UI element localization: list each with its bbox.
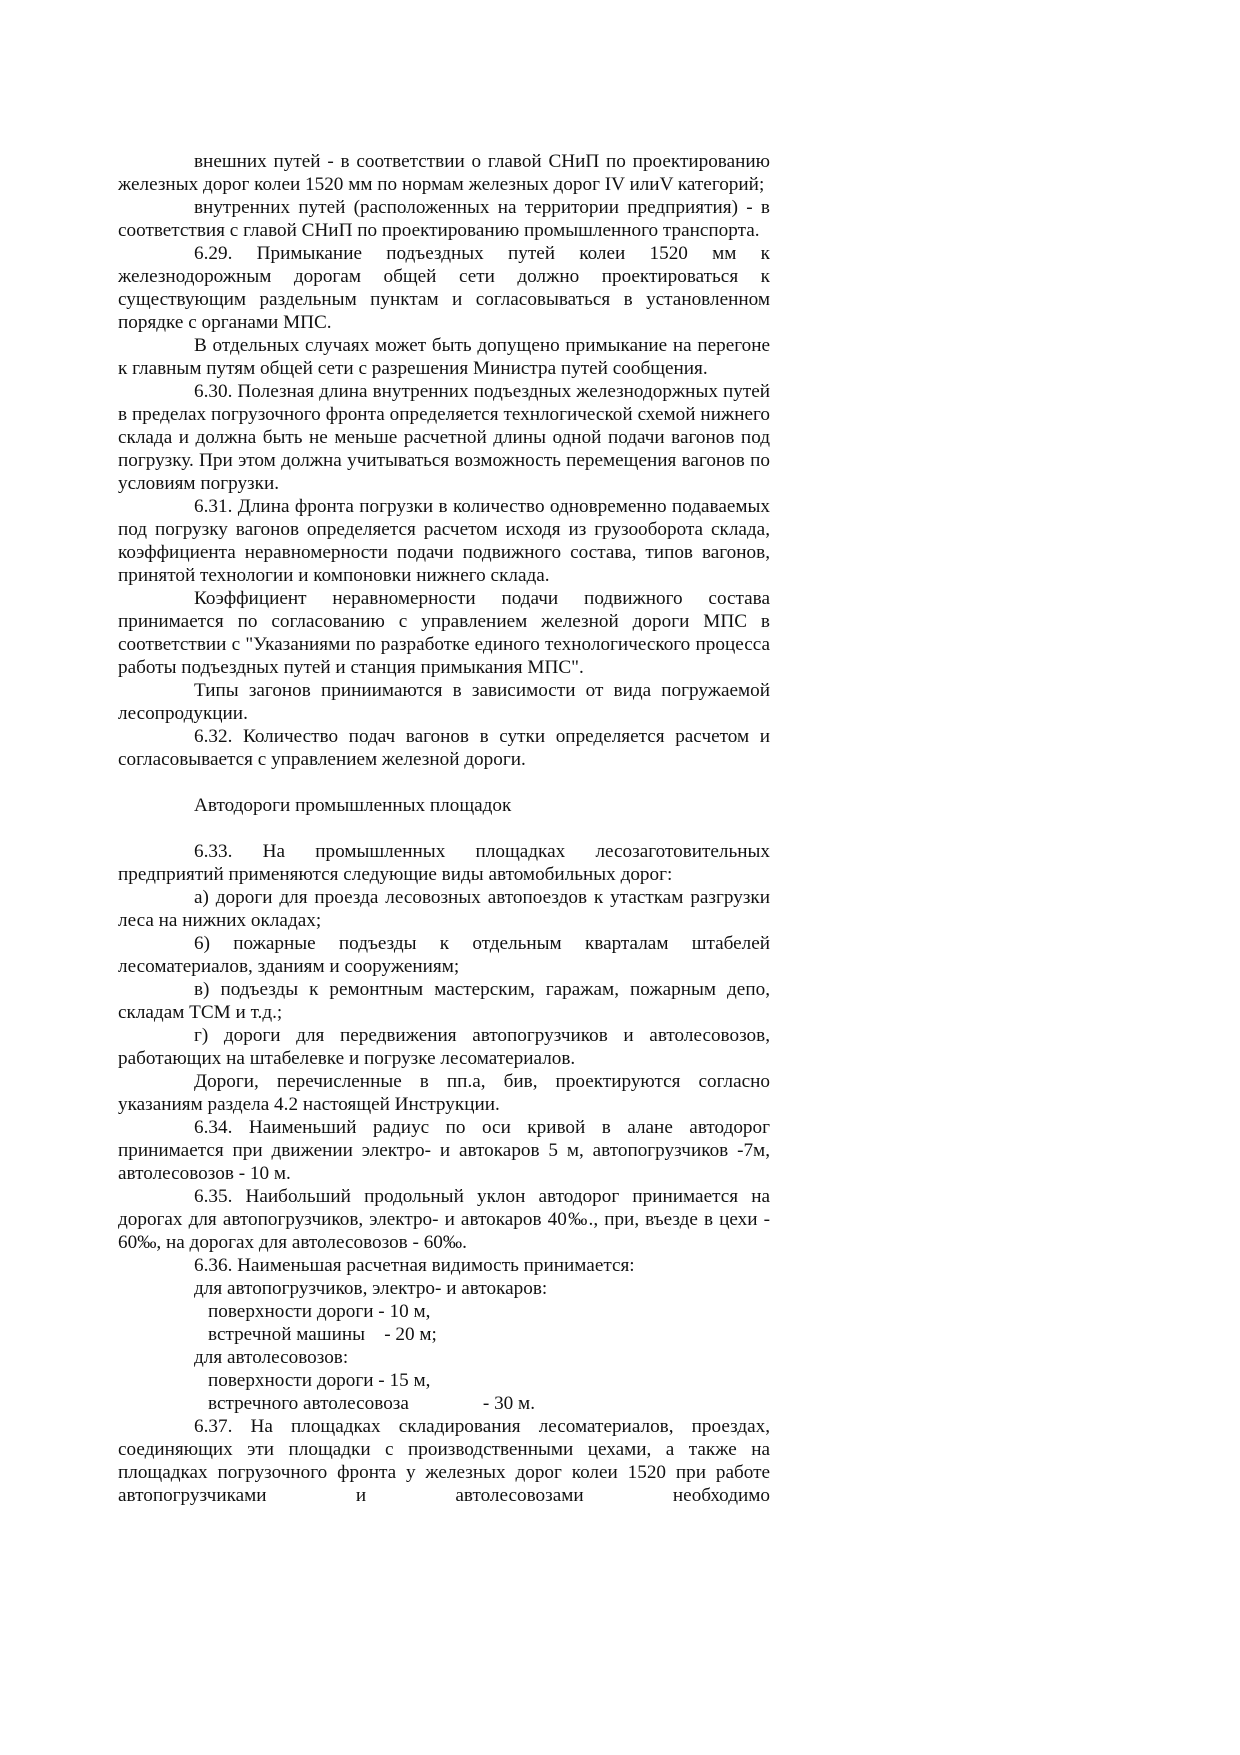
visibility-group2-line2-label: встречного автолесовоза bbox=[208, 1393, 409, 1414]
paragraph-6-30: 6.30. Полезная длина внутренних подъездных железнодоржных путей в пределах погрузочного фронта определяется технлогической схемой нижнего склада и должна быть не меньше расчетной длины одной подачи вагонов под погрузку. При этом должна учитываться возможность перемещения вагонов по условиям погрузки. bbox=[118, 381, 770, 494]
visibility-group2-line2 bbox=[118, 1392, 770, 1415]
paragraph-6-33: 6.33. На промышленных площадках лесозаготовительных предприятий применяются следующие виды автомобильных дорог: bbox=[118, 841, 770, 885]
paragraph-6-35: 6.35. Наибольший продольный уклон автодорог принимается на дорогах для автопогрузчиков, электро- и автокаров 40‰., при, въезде в цехи - 60‰, на дорогах для автолесовозов - 60‰. bbox=[118, 1186, 770, 1253]
visibility-group2-line2-value: - 30 м. bbox=[482, 1393, 536, 1414]
paragraph-6-37: 6.37. На площадках складирования лесоматериалов, проездах, соединяющих эти площадки с производственными цехами, а также на площадках погрузочного фронта у железных дорог колеи 1520 при работе автопогрузчиками и автолесовозами необходимо bbox=[118, 1416, 770, 1506]
list-item-b: 6) пожарные подъезды к отдельным кварталам штабелей лесоматериалов, зданиям и сооружениям; bbox=[118, 933, 770, 977]
paragraph-6-29: 6.29. Примыкание подъездных путей колеи 1520 мм к железнодорожным дорогам общей сети должно проектироваться к существующим раздельным пунктам и согласовываться в установленном порядке с органами МПС. bbox=[118, 243, 770, 333]
paragraph-6-34: 6.34. Наименьший радиус по оси кривой в алане автодорог принимается при движении электро- и автокаров 5 м, автопогрузчиков -7м, автолесовозов - 10 м. bbox=[118, 1117, 770, 1184]
list-item-a: а) дороги для проезда лесовозных автопоездов к утасткам разгрузки леса на нижних окладах; bbox=[118, 887, 770, 931]
list-item-v: в) подъезды к ремонтным мастерским, гаражам, пожарным депо, складам ТСМ и т.д.; bbox=[118, 979, 770, 1023]
document-page bbox=[118, 150, 770, 1507]
paragraph-internal-tracks: внутренних путей (расположенных на территории предприятия) - в соответствия с главой СНиП по проектированию промышленного транспорта. bbox=[118, 197, 770, 241]
visibility-group1-line1: поверхности дороги - 10 м, bbox=[208, 1301, 431, 1322]
paragraph-roads-listed: Дороги, перечисленные в пп.а, бив, проектируются согласно указаниям раздела 4.2 настоящей Инструкции. bbox=[118, 1071, 770, 1115]
paragraph-6-31: 6.31. Длина фронта погрузки в количество одновременно подаваемых под погрузку вагонов определяется расчетом исходя из грузооборота склада, коэффициента неравномерности подачи подвижного состава, типов вагонов, принятой технологии и компоновки нижнего склада. bbox=[118, 496, 770, 586]
visibility-group1-label: для автопогрузчиков, электро- и автокаров: bbox=[194, 1278, 548, 1299]
paragraph-wagon-types: Типы загонов приниимаются в зависимости от вида погружаемой лесопродукции. bbox=[118, 680, 770, 724]
visibility-group2-line1: поверхности дороги - 15 м, bbox=[208, 1370, 431, 1391]
paragraph-special-cases: В отдельных случаях может быть допущено примыкание на перегоне к главным путям общей сети с разрешения Министра путей сообщения. bbox=[118, 335, 770, 379]
visibility-title: 6.36. Наименьшая расчетная видимость принимается: bbox=[194, 1255, 635, 1276]
list-item-g: г) дороги для передвижения автопогрузчиков и автолесовозов, работающих на штабелевке и погрузке лесоматериалов. bbox=[118, 1025, 770, 1069]
section-heading: Автодороги промышленных площадок bbox=[194, 795, 512, 816]
paragraph-coefficient: Коэффициент неравномерности подачи подвижного состава принимается по согласованию с управлением железной дороги МПС в соответствии с "Указаниями по разработке единого технологического процесса работы подъездных путей и станция примыкания МПС". bbox=[118, 588, 770, 678]
paragraph-external-tracks: внешних путей - в соответствии о главой СНиП по проектированию железных дорог колеи 1520 мм по нормам железных дорог IV илиV категорий; bbox=[118, 151, 770, 195]
paragraph-6-32: 6.32. Количество подач вагонов в сутки определяется расчетом и согласовывается с управлением железной дороги. bbox=[118, 726, 770, 770]
visibility-group1-line2: встречной машины - 20 м; bbox=[208, 1324, 437, 1345]
visibility-group2-label: для автолесовозов: bbox=[194, 1347, 349, 1368]
